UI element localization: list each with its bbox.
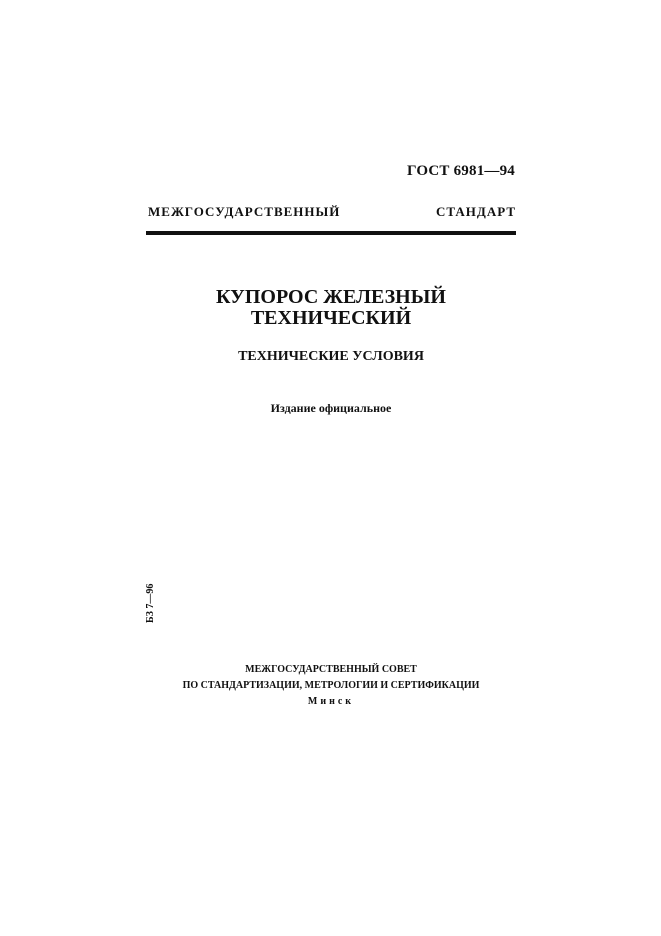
title-line-2: ТЕХНИЧЕСКИЙ: [250, 307, 412, 329]
document-subtitle: ТЕХНИЧЕСКИЕ УСЛОВИЯ: [238, 349, 424, 364]
edition-label: Издание официальное: [270, 401, 392, 415]
publisher-block: [146, 662, 516, 710]
header-rule: [146, 231, 516, 235]
standard-type-heading: МЕЖГОСУДАРСТВЕННЫЙ СТАНДАРТ: [148, 204, 516, 219]
document-number: ГОСТ 6981—94: [406, 163, 515, 179]
document-title: [146, 287, 516, 329]
publisher-line-2: ПО СТАНДАРТИЗАЦИИ, МЕТРОЛОГИИ И СЕРТИФИКАЦИИ: [182, 680, 480, 691]
side-code: БЗ 7—96: [145, 583, 156, 623]
publisher-city: Минск: [307, 696, 355, 707]
publisher-line-1: МЕЖГОСУДАРСТВЕННЫЙ СОВЕТ: [245, 664, 417, 675]
title-line-1: КУПОРОС ЖЕЛЕЗНЫЙ: [216, 286, 446, 308]
